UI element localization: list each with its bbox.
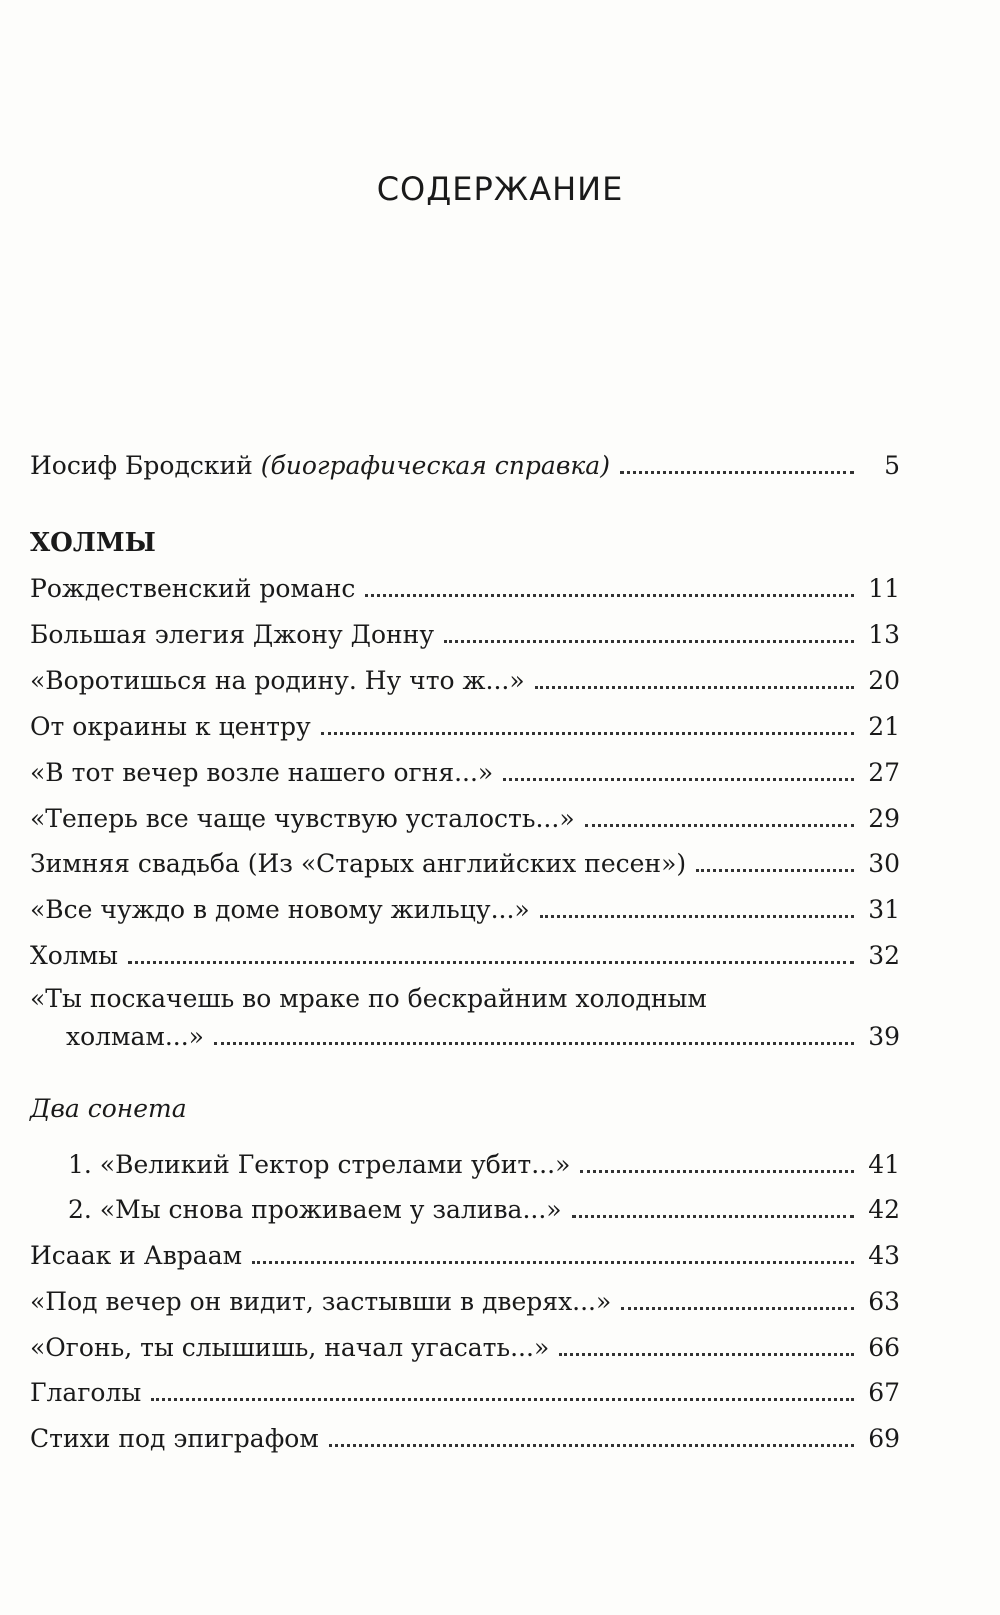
toc-page-number: 42 bbox=[868, 1195, 900, 1224]
toc-entry-title: Стихи под эпиграфом bbox=[30, 1424, 319, 1453]
toc-page-number: 20 bbox=[868, 666, 900, 695]
dot-leader bbox=[252, 1261, 854, 1264]
toc-page-number: 30 bbox=[868, 849, 900, 878]
toc-page-number: 5 bbox=[884, 451, 900, 480]
toc-entry[interactable] bbox=[30, 1237, 900, 1271]
toc-page-number: 13 bbox=[868, 620, 900, 649]
toc-entry[interactable] bbox=[30, 708, 900, 742]
toc-entry[interactable] bbox=[30, 1283, 900, 1317]
toc-page-number: 39 bbox=[868, 1022, 900, 1051]
toc-entry-title: Глаголы bbox=[30, 1378, 142, 1407]
toc-entry-title: «Воротишься на родину. Ну что ж...» bbox=[30, 666, 525, 695]
dot-leader bbox=[128, 961, 854, 964]
toc-entry[interactable] bbox=[30, 662, 900, 696]
toc-entry-title: Зимняя свадьба (Из «Старых английских песен») bbox=[30, 849, 687, 878]
toc-entry-title: 2. «Мы снова проживаем у залива...» bbox=[68, 1195, 562, 1224]
dot-leader bbox=[214, 1042, 854, 1045]
toc-page-number: 31 bbox=[868, 895, 900, 924]
toc-page-number: 69 bbox=[868, 1424, 900, 1453]
dot-leader bbox=[535, 686, 854, 689]
toc-entry-title: Большая элегия Джону Донну bbox=[30, 620, 435, 649]
dot-leader bbox=[329, 1444, 854, 1447]
dot-leader bbox=[151, 1398, 854, 1401]
toc-page-number: 11 bbox=[868, 574, 900, 603]
toc-entry[interactable] bbox=[30, 1420, 900, 1454]
toc-entry-intro[interactable] bbox=[30, 447, 900, 481]
toc-page-number: 27 bbox=[868, 758, 900, 787]
toc-entry-title: Холмы bbox=[30, 941, 119, 970]
dot-leader bbox=[580, 1170, 854, 1173]
toc-page-number: 43 bbox=[868, 1241, 900, 1270]
toc-entry-title-line1[interactable]: «Ты поскачешь во мраке по бескрайним холодным bbox=[30, 984, 707, 1013]
toc-entry-title: Иосиф Бродский (биографическая справка) bbox=[30, 451, 610, 480]
dot-leader bbox=[365, 594, 854, 597]
toc-page-number: 63 bbox=[868, 1287, 900, 1316]
toc-page-number: 32 bbox=[868, 941, 900, 970]
toc-entry[interactable] bbox=[30, 616, 900, 650]
dot-leader bbox=[572, 1215, 854, 1218]
dot-leader bbox=[696, 869, 854, 872]
dot-leader bbox=[503, 778, 854, 781]
toc-entry-title: «Все чуждо в доме новому жильцу...» bbox=[30, 895, 530, 924]
toc-entry-title: 1. «Великий Гектор стрелами убит...» bbox=[68, 1150, 571, 1179]
dot-leader bbox=[559, 1353, 854, 1356]
toc-entry-title: «Огонь, ты слышишь, начал угасать...» bbox=[30, 1333, 550, 1362]
toc-entry[interactable] bbox=[30, 1374, 900, 1408]
toc-entry-title-line2: холмам...» bbox=[66, 1022, 204, 1051]
toc-entry-sonnet[interactable] bbox=[30, 1191, 900, 1225]
page-title: СОДЕРЖАНИЕ bbox=[376, 170, 624, 208]
dot-leader bbox=[585, 824, 854, 827]
toc-entry[interactable] bbox=[30, 1018, 900, 1052]
toc-page-number: 66 bbox=[868, 1333, 900, 1362]
toc-entry-title: «Теперь все чаще чувствую усталость...» bbox=[30, 804, 575, 833]
toc-entry[interactable] bbox=[30, 891, 900, 925]
toc-entry-title: «В тот вечер возле нашего огня...» bbox=[30, 758, 494, 787]
dot-leader bbox=[444, 640, 854, 643]
section-heading-dva-soneta: Два сонета bbox=[30, 1094, 187, 1123]
toc-page-number: 29 bbox=[868, 804, 900, 833]
toc-entry[interactable] bbox=[30, 800, 900, 834]
toc-entry[interactable] bbox=[30, 570, 900, 604]
toc-entry-title: Рождественский романс bbox=[30, 574, 356, 603]
toc-page-number: 41 bbox=[868, 1150, 900, 1179]
toc-entry-sonnet[interactable] bbox=[30, 1146, 900, 1180]
toc-entry[interactable] bbox=[30, 754, 900, 788]
toc-entry[interactable] bbox=[30, 845, 900, 879]
dot-leader bbox=[621, 1307, 854, 1310]
dot-leader bbox=[620, 471, 854, 474]
section-heading-holmy: ХОЛМЫ bbox=[30, 528, 156, 558]
dot-leader bbox=[540, 915, 854, 918]
toc-entry-title: От окраины к центру bbox=[30, 712, 311, 741]
toc-page-number: 67 bbox=[868, 1378, 900, 1407]
toc-entry-title: Исаак и Авраам bbox=[30, 1241, 243, 1270]
toc-entry-title: «Под вечер он видит, застывши в дверях...» bbox=[30, 1287, 612, 1316]
toc-entry[interactable] bbox=[30, 1329, 900, 1363]
toc-entry[interactable] bbox=[30, 937, 900, 971]
toc-page-number: 21 bbox=[868, 712, 900, 741]
dot-leader bbox=[321, 732, 854, 735]
